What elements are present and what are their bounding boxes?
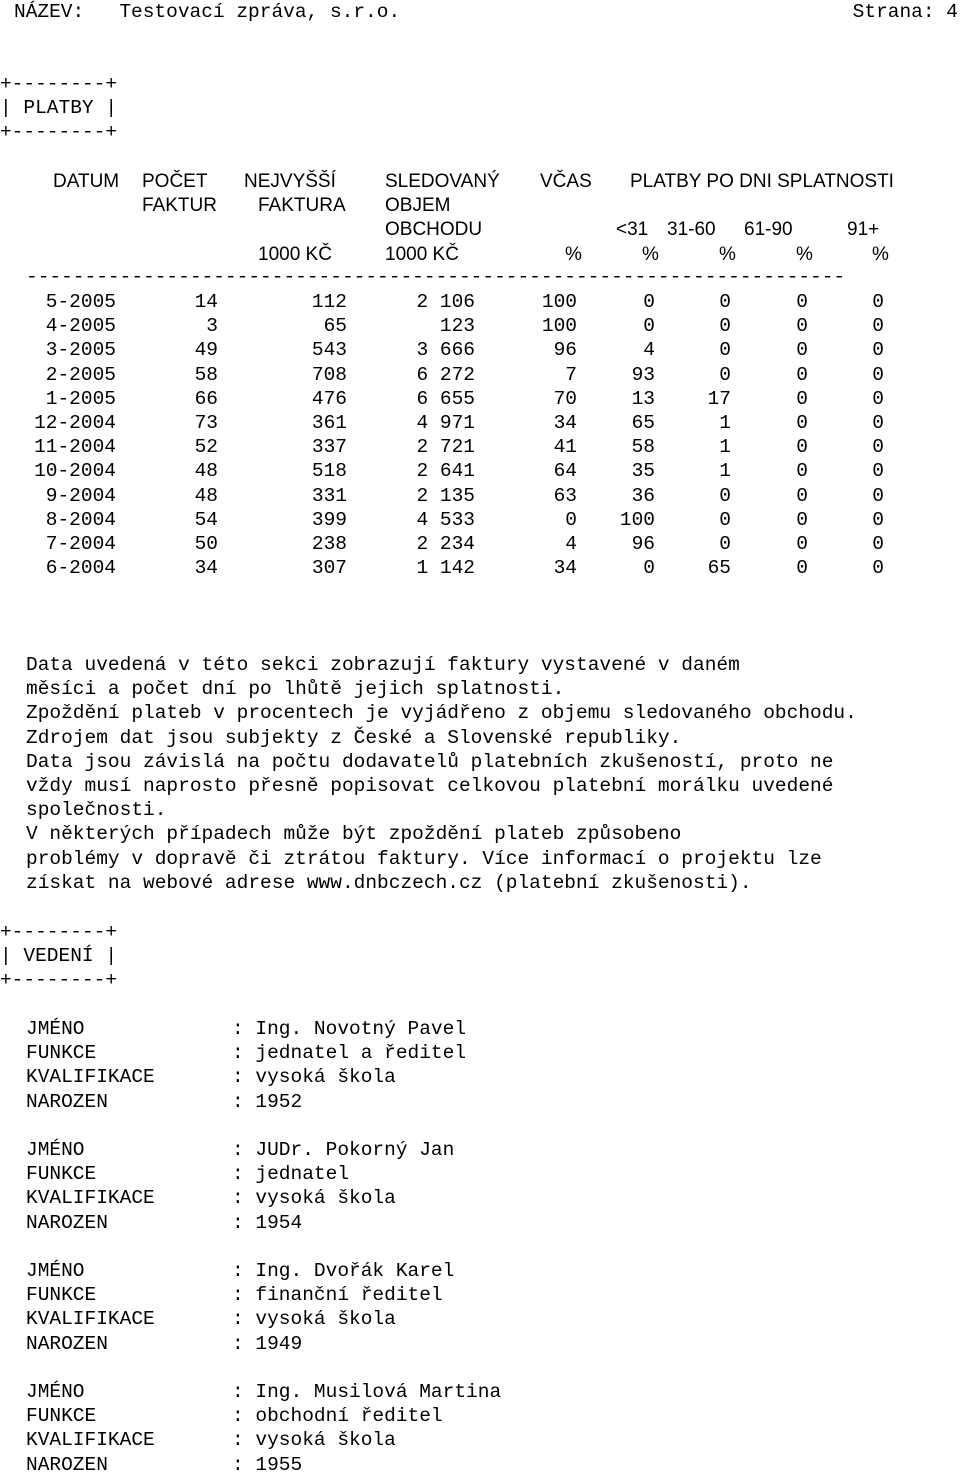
- cell-objem: 2 234: [416, 533, 475, 555]
- cell-b3: 0: [796, 460, 808, 483]
- cell-b1: 35: [631, 460, 655, 483]
- cell-pocet: 54: [194, 508, 218, 531]
- note-line: Zpoždění plateb v procentech je vyjádřeno z objemu sledovaného obchodu.: [26, 702, 857, 725]
- cell-vcas: 41: [553, 436, 577, 459]
- cell-pocet: 48: [194, 460, 218, 483]
- cell-b2: 17: [707, 387, 731, 410]
- header-faktura: FAKTURA: [258, 195, 346, 216]
- value-kvalifikace: : vysoká škola: [232, 1308, 396, 1331]
- label-jmeno: JMÉNO: [26, 1139, 85, 1161]
- cell-vcas: 64: [553, 460, 577, 483]
- value-jmeno: : JUDr. Pokorný Jan: [232, 1139, 455, 1161]
- note-line: Zdrojem dat jsou subjekty z České a Slovenské republiky.: [26, 726, 682, 749]
- header-b2: 31-60: [667, 219, 716, 240]
- cell-b4: 0: [872, 533, 884, 555]
- cell-b2: 0: [719, 339, 731, 362]
- cell-b3: 0: [796, 387, 808, 410]
- cell-pocet: 66: [194, 387, 218, 410]
- cell-objem: 2 135: [416, 484, 475, 507]
- value-kvalifikace: : vysoká škola: [232, 1066, 396, 1089]
- cell-b2: 0: [719, 484, 731, 507]
- cell-objem: 4 533: [416, 508, 475, 531]
- cell-nejvyssi: 543: [311, 339, 347, 362]
- label-kvalifikace: KVALIFIKACE: [26, 1308, 155, 1331]
- cell-b2: 0: [719, 363, 731, 386]
- cell-b1: 0: [643, 557, 655, 580]
- value-jmeno: : Ing. Dvořák Karel: [232, 1260, 455, 1282]
- cell-b3: 0: [796, 339, 808, 362]
- cell-b2: 0: [719, 315, 731, 338]
- header-vcas-pct: %: [565, 244, 582, 265]
- cell-b2: 1: [719, 436, 731, 459]
- vedeni-box-bottom: +--------+: [0, 969, 118, 991]
- cell-b3: 0: [796, 363, 808, 386]
- cell-objem: 2 721: [416, 436, 475, 459]
- cell-b1: 4: [643, 339, 655, 362]
- cell-pocet: 48: [194, 484, 218, 507]
- cell-b4: 0: [872, 291, 884, 313]
- cell-pocet: 50: [194, 533, 218, 555]
- cell-datum: 8-2004: [45, 508, 116, 531]
- cell-b4: 0: [872, 436, 884, 459]
- cell-b4: 0: [872, 387, 884, 410]
- table-row: [0, 459, 960, 483]
- cell-b4: 0: [872, 508, 884, 531]
- note-line: Data uvedená v této sekci zobrazují faktury vystavené v daném: [26, 654, 740, 676]
- value-narozen: : 1954: [232, 1211, 303, 1234]
- cell-b2: 1: [719, 460, 731, 483]
- cell-objem: 4 971: [416, 412, 475, 434]
- cell-pocet: 3: [206, 315, 218, 338]
- cell-nejvyssi: 476: [311, 387, 347, 410]
- table-row: [0, 484, 960, 508]
- cell-b1: 100: [619, 508, 655, 531]
- cell-objem: 1 142: [416, 557, 475, 580]
- header-pocet: POČET: [142, 171, 208, 192]
- table-row: [0, 435, 960, 459]
- cell-vcas: 100: [541, 315, 577, 338]
- header-p3: %: [796, 244, 813, 265]
- cell-b4: 0: [872, 363, 884, 386]
- cell-b3: 0: [796, 412, 808, 434]
- label-funkce: FUNKCE: [26, 1163, 97, 1186]
- cell-datum: 2-2005: [45, 363, 116, 386]
- note-line: společnosti.: [26, 799, 167, 822]
- cell-b2: 65: [707, 557, 731, 580]
- cell-b1: 65: [631, 412, 655, 434]
- cell-b3: 0: [796, 291, 808, 313]
- label-jmeno: JMÉNO: [26, 1381, 85, 1403]
- vedeni-box-top: +--------+: [0, 921, 118, 943]
- cell-b1: 13: [631, 387, 655, 410]
- platby-section-heading: | PLATBY |: [0, 97, 118, 119]
- table-row: [0, 532, 960, 556]
- cell-vcas: 70: [553, 387, 577, 410]
- cell-nejvyssi: 337: [311, 436, 347, 459]
- label-funkce: FUNKCE: [26, 1042, 97, 1065]
- vedeni-section-heading: | VEDENÍ |: [0, 945, 118, 967]
- cell-b2: 1: [719, 412, 731, 434]
- cell-b4: 0: [872, 339, 884, 362]
- cell-pocet: 14: [194, 291, 218, 313]
- label-kvalifikace: KVALIFIKACE: [26, 1429, 155, 1452]
- cell-nejvyssi: 361: [311, 412, 347, 434]
- cell-pocet: 49: [194, 339, 218, 362]
- cell-b1: 36: [631, 484, 655, 507]
- cell-b3: 0: [796, 315, 808, 338]
- header-p4: %: [872, 244, 889, 265]
- header-kc2: 1000 KČ: [385, 244, 459, 265]
- cell-datum: 4-2005: [45, 315, 116, 338]
- cell-vcas: 34: [553, 557, 577, 580]
- header-b4: 91+: [847, 219, 880, 240]
- cell-b1: 0: [643, 291, 655, 313]
- label-kvalifikace: KVALIFIKACE: [26, 1066, 155, 1089]
- value-funkce: : finanční ředitel: [232, 1284, 443, 1307]
- note-line: V některých případech může být zpoždění plateb způsobeno: [26, 823, 682, 846]
- table-row: [0, 363, 960, 387]
- header-faktur: FAKTUR: [142, 195, 217, 216]
- cell-objem: 6 655: [416, 387, 475, 410]
- platby-box-bottom: +--------+: [0, 121, 118, 143]
- cell-b4: 0: [872, 557, 884, 580]
- report-title: NÁZEV: Testovací zpráva, s.r.o.: [14, 1, 401, 23]
- note-line: vždy musí naprosto přesně popisovat celkovou platební morálku uvedené: [26, 775, 834, 797]
- header-b3: 61-90: [744, 219, 793, 240]
- cell-b3: 0: [796, 436, 808, 459]
- cell-nejvyssi: 112: [311, 291, 347, 313]
- value-narozen: : 1955: [232, 1453, 303, 1476]
- cell-nejvyssi: 518: [311, 460, 347, 483]
- label-jmeno: JMÉNO: [26, 1260, 85, 1282]
- table-row: [0, 314, 960, 338]
- cell-nejvyssi: 399: [311, 508, 347, 531]
- cell-b2: 0: [719, 533, 731, 555]
- label-jmeno: JMÉNO: [26, 1018, 85, 1040]
- header-vcas: VČAS: [540, 171, 592, 192]
- cell-nejvyssi: 238: [311, 533, 347, 555]
- label-narozen: NAROZEN: [26, 1453, 108, 1476]
- value-kvalifikace: : vysoká škola: [232, 1187, 396, 1210]
- cell-objem: 2 106: [416, 291, 475, 313]
- note-line: Data jsou závislá na počtu dodavatelů platebních zkušeností, proto ne: [26, 750, 834, 773]
- cell-datum: 7-2004: [45, 533, 116, 555]
- cell-vcas: 0: [565, 508, 577, 531]
- header-b1: <31: [616, 219, 649, 240]
- table-row: [0, 411, 960, 435]
- label-narozen: NAROZEN: [26, 1211, 108, 1234]
- cell-pocet: 73: [194, 412, 218, 434]
- cell-datum: 3-2005: [45, 339, 116, 362]
- cell-b4: 0: [872, 315, 884, 338]
- table-separator: ----------------------------------------------------------------------: [26, 266, 846, 288]
- label-narozen: NAROZEN: [26, 1332, 108, 1355]
- cell-nejvyssi: 307: [311, 557, 347, 580]
- header-obchodu: OBCHODU: [385, 219, 483, 240]
- cell-objem: 6 272: [416, 363, 475, 386]
- header-p2: %: [719, 244, 736, 265]
- cell-b1: 58: [631, 436, 655, 459]
- cell-datum: 11-2004: [34, 436, 116, 459]
- cell-b3: 0: [796, 533, 808, 555]
- cell-nejvyssi: 708: [311, 363, 347, 386]
- cell-b2: 0: [719, 291, 731, 313]
- table-row: [0, 290, 960, 314]
- cell-vcas: 100: [541, 291, 577, 313]
- header-sledovany: SLEDOVANÝ: [385, 171, 500, 192]
- value-funkce: : jednatel a ředitel: [232, 1042, 467, 1065]
- cell-pocet: 52: [194, 436, 218, 459]
- cell-datum: 10-2004: [34, 460, 116, 483]
- note-line: problémy v dopravě či ztrátou faktury. Více informací o projektu lze: [26, 847, 822, 870]
- cell-datum: 12-2004: [34, 412, 116, 434]
- cell-b1: 0: [643, 315, 655, 338]
- cell-vcas: 7: [565, 363, 577, 386]
- cell-datum: 5-2005: [45, 291, 116, 313]
- value-narozen: : 1949: [232, 1332, 303, 1355]
- cell-b4: 0: [872, 460, 884, 483]
- cell-b3: 0: [796, 557, 808, 580]
- cell-b4: 0: [872, 412, 884, 434]
- header-kc1: 1000 KČ: [258, 244, 332, 265]
- cell-vcas: 63: [553, 484, 577, 507]
- table-row: [0, 508, 960, 532]
- cell-b1: 93: [631, 363, 655, 386]
- table-row: [0, 556, 960, 580]
- cell-objem: 3 666: [416, 339, 475, 362]
- header-datum: DATUM: [53, 171, 120, 192]
- cell-b3: 0: [796, 484, 808, 507]
- table-row: [0, 338, 960, 362]
- cell-b1: 96: [631, 533, 655, 555]
- cell-b3: 0: [796, 508, 808, 531]
- platby-box-top: +--------+: [0, 73, 118, 95]
- value-jmeno: : Ing. Novotný Pavel: [232, 1018, 467, 1040]
- value-funkce: : obchodní ředitel: [232, 1405, 443, 1428]
- table-row: [0, 387, 960, 411]
- cell-vcas: 96: [553, 339, 577, 362]
- page-number: Strana: 4: [852, 1, 958, 23]
- cell-datum: 1-2005: [45, 387, 116, 410]
- header-platby-po: PLATBY PO DNI SPLATNOSTI: [630, 171, 894, 192]
- header-p1: %: [642, 244, 659, 265]
- cell-pocet: 58: [194, 363, 218, 386]
- value-narozen: : 1952: [232, 1090, 303, 1113]
- value-jmeno: : Ing. Musilová Martina: [232, 1381, 502, 1403]
- cell-datum: 6-2004: [45, 557, 116, 580]
- cell-vcas: 34: [553, 412, 577, 434]
- header-nejvyssi: NEJVYŠŠÍ: [244, 171, 336, 192]
- cell-objem: 123: [439, 315, 475, 338]
- note-line: získat na webové adrese www.dnbczech.cz (platební zkušenosti).: [26, 871, 752, 894]
- cell-b2: 0: [719, 508, 731, 531]
- header-objem: OBJEM: [385, 195, 451, 216]
- label-funkce: FUNKCE: [26, 1284, 97, 1307]
- cell-b4: 0: [872, 484, 884, 507]
- cell-datum: 9-2004: [45, 484, 116, 507]
- cell-pocet: 34: [194, 557, 218, 580]
- value-funkce: : jednatel: [232, 1163, 350, 1186]
- cell-nejvyssi: 331: [311, 484, 347, 507]
- value-kvalifikace: : vysoká škola: [232, 1429, 396, 1452]
- label-narozen: NAROZEN: [26, 1090, 108, 1113]
- cell-vcas: 4: [565, 533, 577, 555]
- label-kvalifikace: KVALIFIKACE: [26, 1187, 155, 1210]
- cell-nejvyssi: 65: [323, 315, 347, 338]
- cell-objem: 2 641: [416, 460, 475, 483]
- note-line: měsíci a počet dní po lhůtě jejich splatnosti.: [26, 678, 565, 701]
- label-funkce: FUNKCE: [26, 1405, 97, 1428]
